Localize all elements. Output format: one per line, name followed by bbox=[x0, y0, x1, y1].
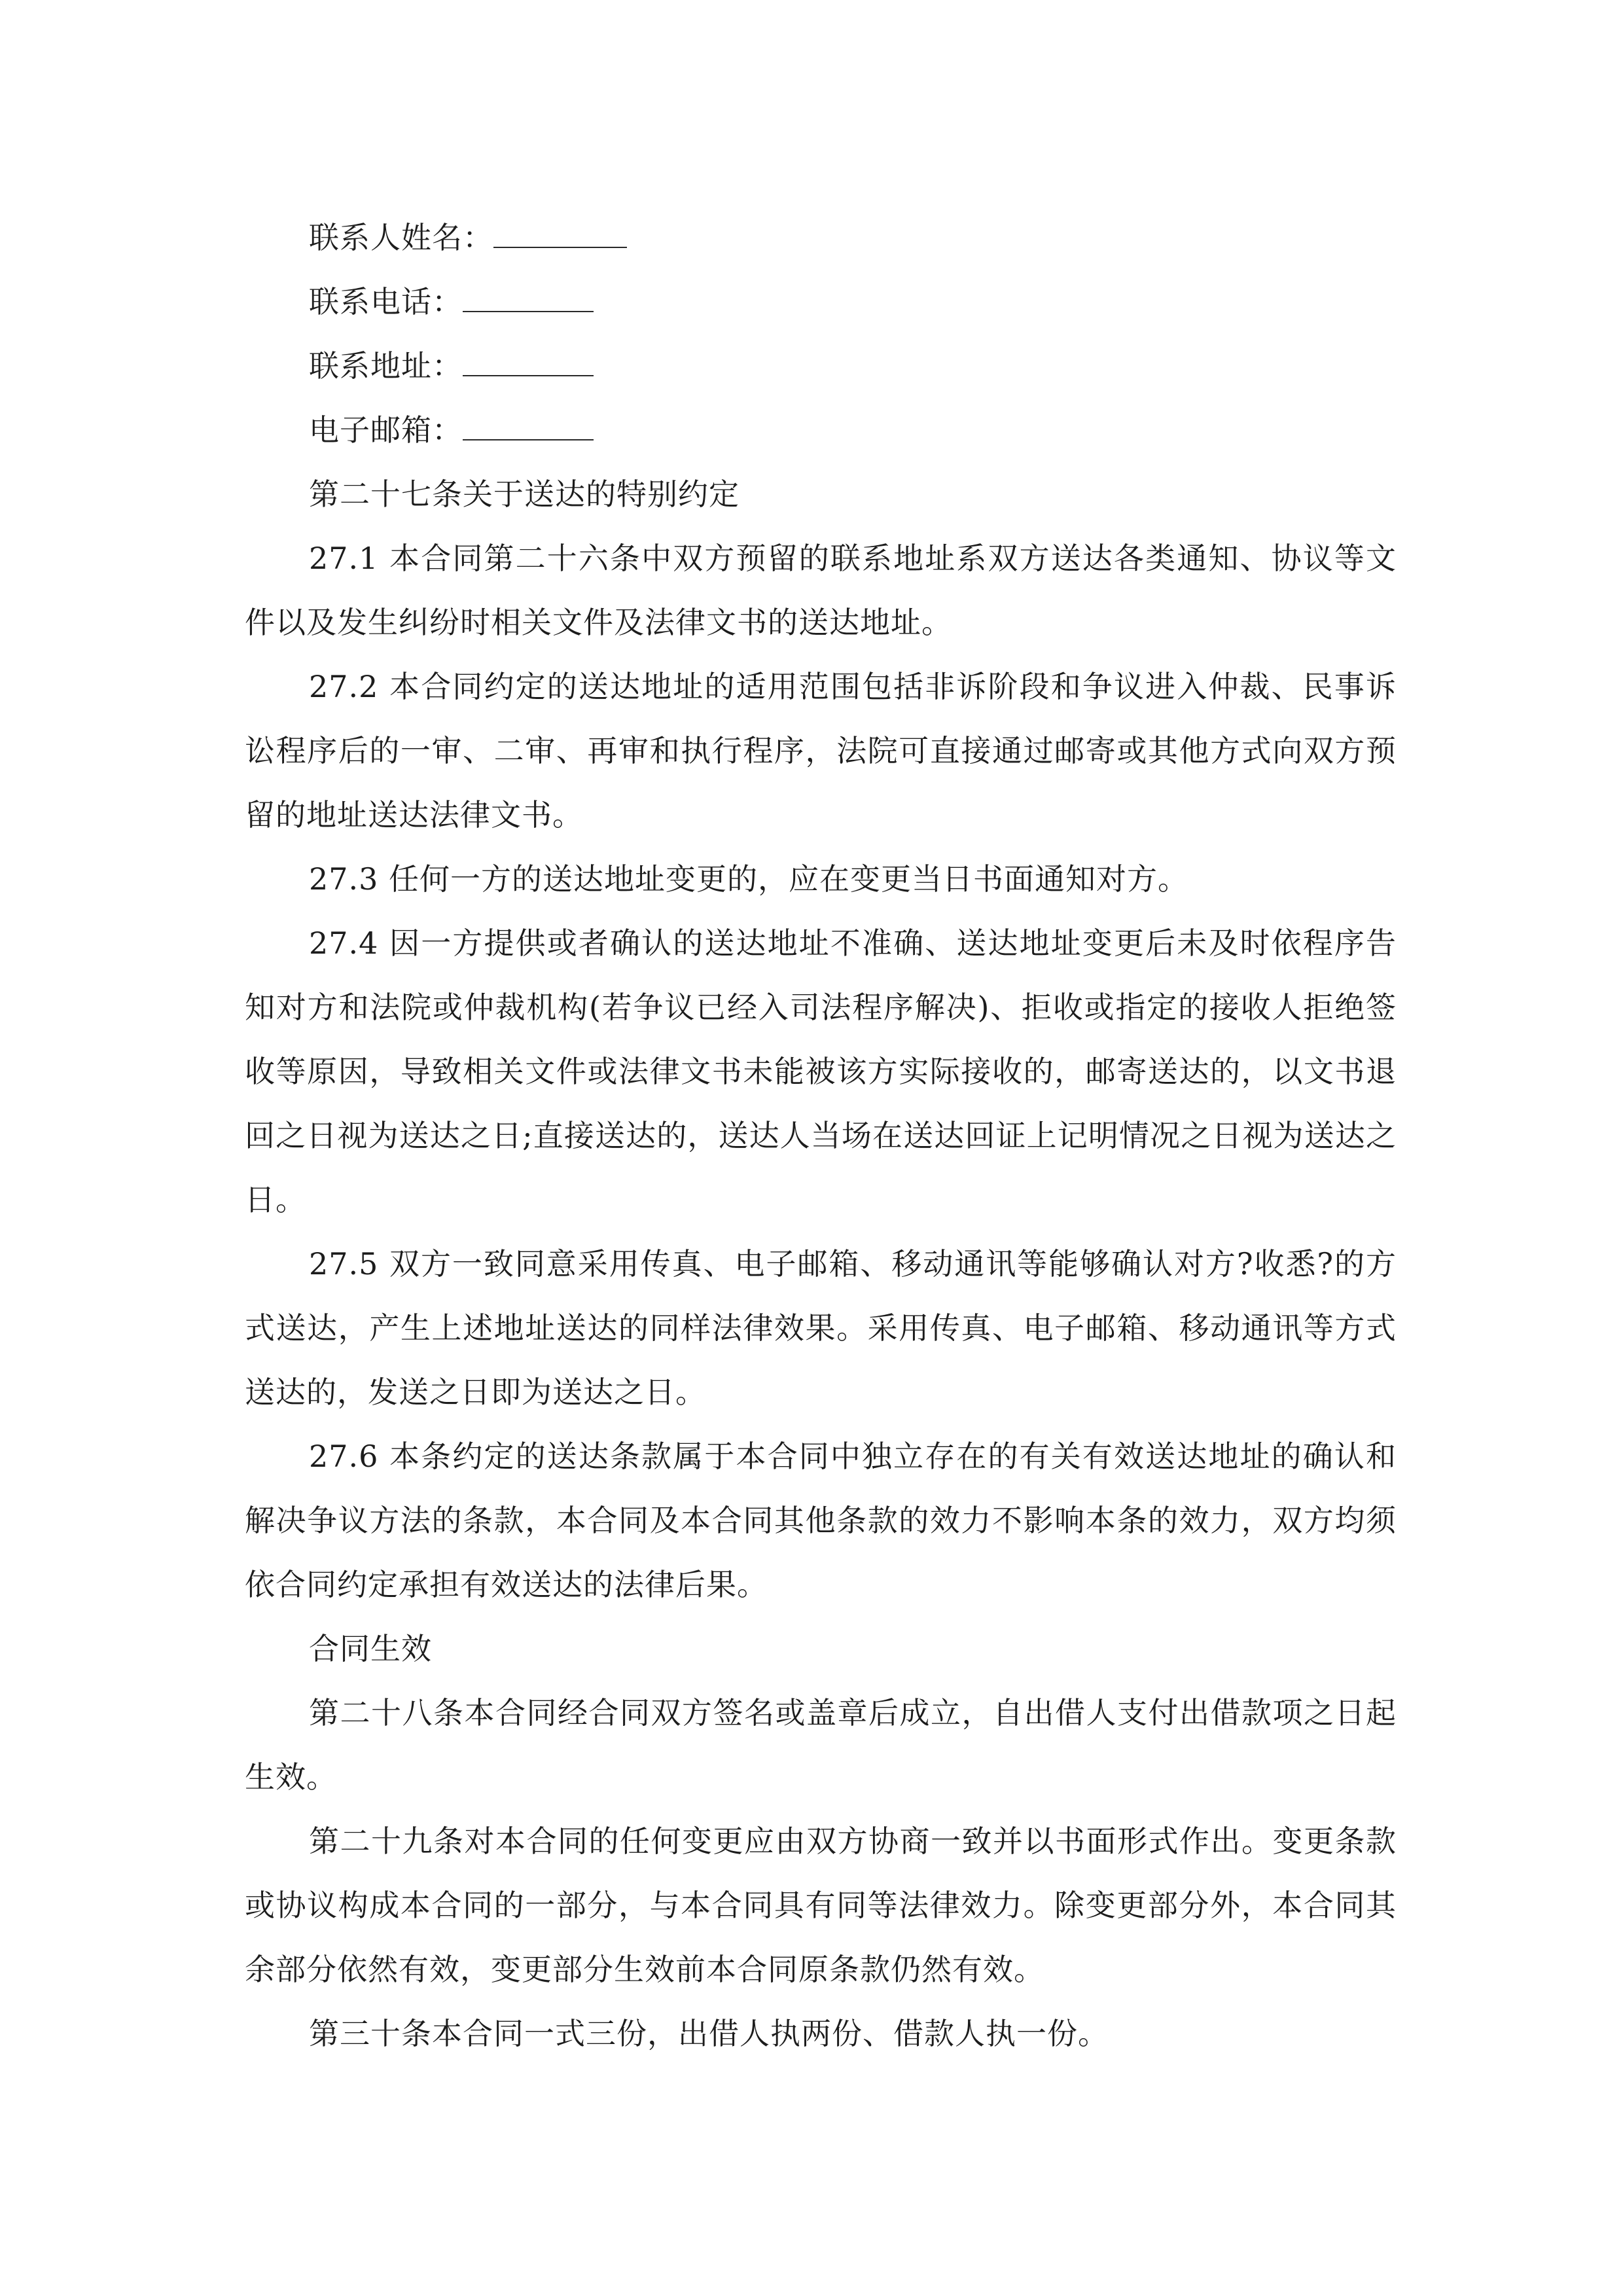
clause-27-5: 27.5 双方一致同意采用传真、电子邮箱、移动通讯等能够确认对方?收悉?的方式送达，产生上述地址送达的同样法律效果。采用传真、电子邮箱、移动通讯等方式送达的，发送之日即为送达之日。 bbox=[245, 1246, 1397, 1410]
clause-27-4: 27.4 因一方提供或者确认的送达地址不准确、送达地址变更后未及时依程序告知对方和法院或仲裁机构(若争议已经入司法程序解决)、拒收或指定的接收人拒绝签收等原因，导致相关文件或法律文书未能被该方实际接收的，邮寄送达的，以文书退回之日视为送达之日;直接送达的，送达人当场在送达回证上记明情况之日视为送达之日。 bbox=[245, 925, 1397, 1217]
contact-phone-blank bbox=[463, 282, 594, 312]
contact-name-label: 联系人姓名： bbox=[309, 220, 493, 255]
contact-email-label: 电子邮箱： bbox=[309, 412, 463, 448]
contact-phone-line bbox=[245, 270, 1397, 334]
contact-address-label: 联系地址： bbox=[309, 348, 463, 384]
article-28: 第二十八条本合同经合同双方签名或盖章后成立，自出借人支付出借款项之日起生效。 bbox=[245, 1695, 1397, 1795]
clause-27-6: 27.6 本条约定的送达条款属于本合同中独立存在的有关有效送达地址的确认和解决争议方法的条款，本合同及本合同其他条款的效力不影响本条的效力，双方均须依合同约定承担有效送达的法律后果。 bbox=[245, 1439, 1397, 1602]
clause-27-3: 27.3 任何一方的送达地址变更的，应在变更当日书面通知对方。 bbox=[309, 861, 1189, 897]
contact-email-line bbox=[245, 398, 1397, 462]
article-27-title: 第二十七条关于送达的特别约定 bbox=[309, 476, 740, 512]
effect-heading: 合同生效 bbox=[309, 1631, 432, 1666]
contact-name-blank bbox=[493, 218, 627, 248]
contact-address-line bbox=[245, 334, 1397, 398]
article-30: 第三十条本合同一式三份，出借人执两份、借款人执一份。 bbox=[309, 2016, 1109, 2051]
clause-27-2: 27.2 本合同约定的送达地址的适用范围包括非诉阶段和争议进入仲裁、民事诉讼程序后的一审、二审、再审和执行程序，法院可直接通过邮寄或其他方式向双方预留的地址送达法律文书。 bbox=[245, 669, 1397, 833]
clause-27-1: 27.1 本合同第二十六条中双方预留的联系地址系双方送达各类通知、协议等文件以及发生纠纷时相关文件及法律文书的送达地址。 bbox=[245, 541, 1397, 640]
article-29: 第二十九条对本合同的任何变更应由双方协商一致并以书面形式作出。变更条款或协议构成本合同的一部分，与本合同具有同等法律效力。除变更部分外，本合同其余部分依然有效，变更部分生效前本合同原条款仍然有效。 bbox=[245, 1823, 1397, 1987]
contact-phone-label: 联系电话： bbox=[309, 284, 463, 319]
contact-email-blank bbox=[463, 410, 594, 440]
contact-name-line bbox=[245, 206, 1397, 270]
contact-address-blank bbox=[463, 346, 594, 376]
document-body bbox=[245, 206, 1397, 2066]
